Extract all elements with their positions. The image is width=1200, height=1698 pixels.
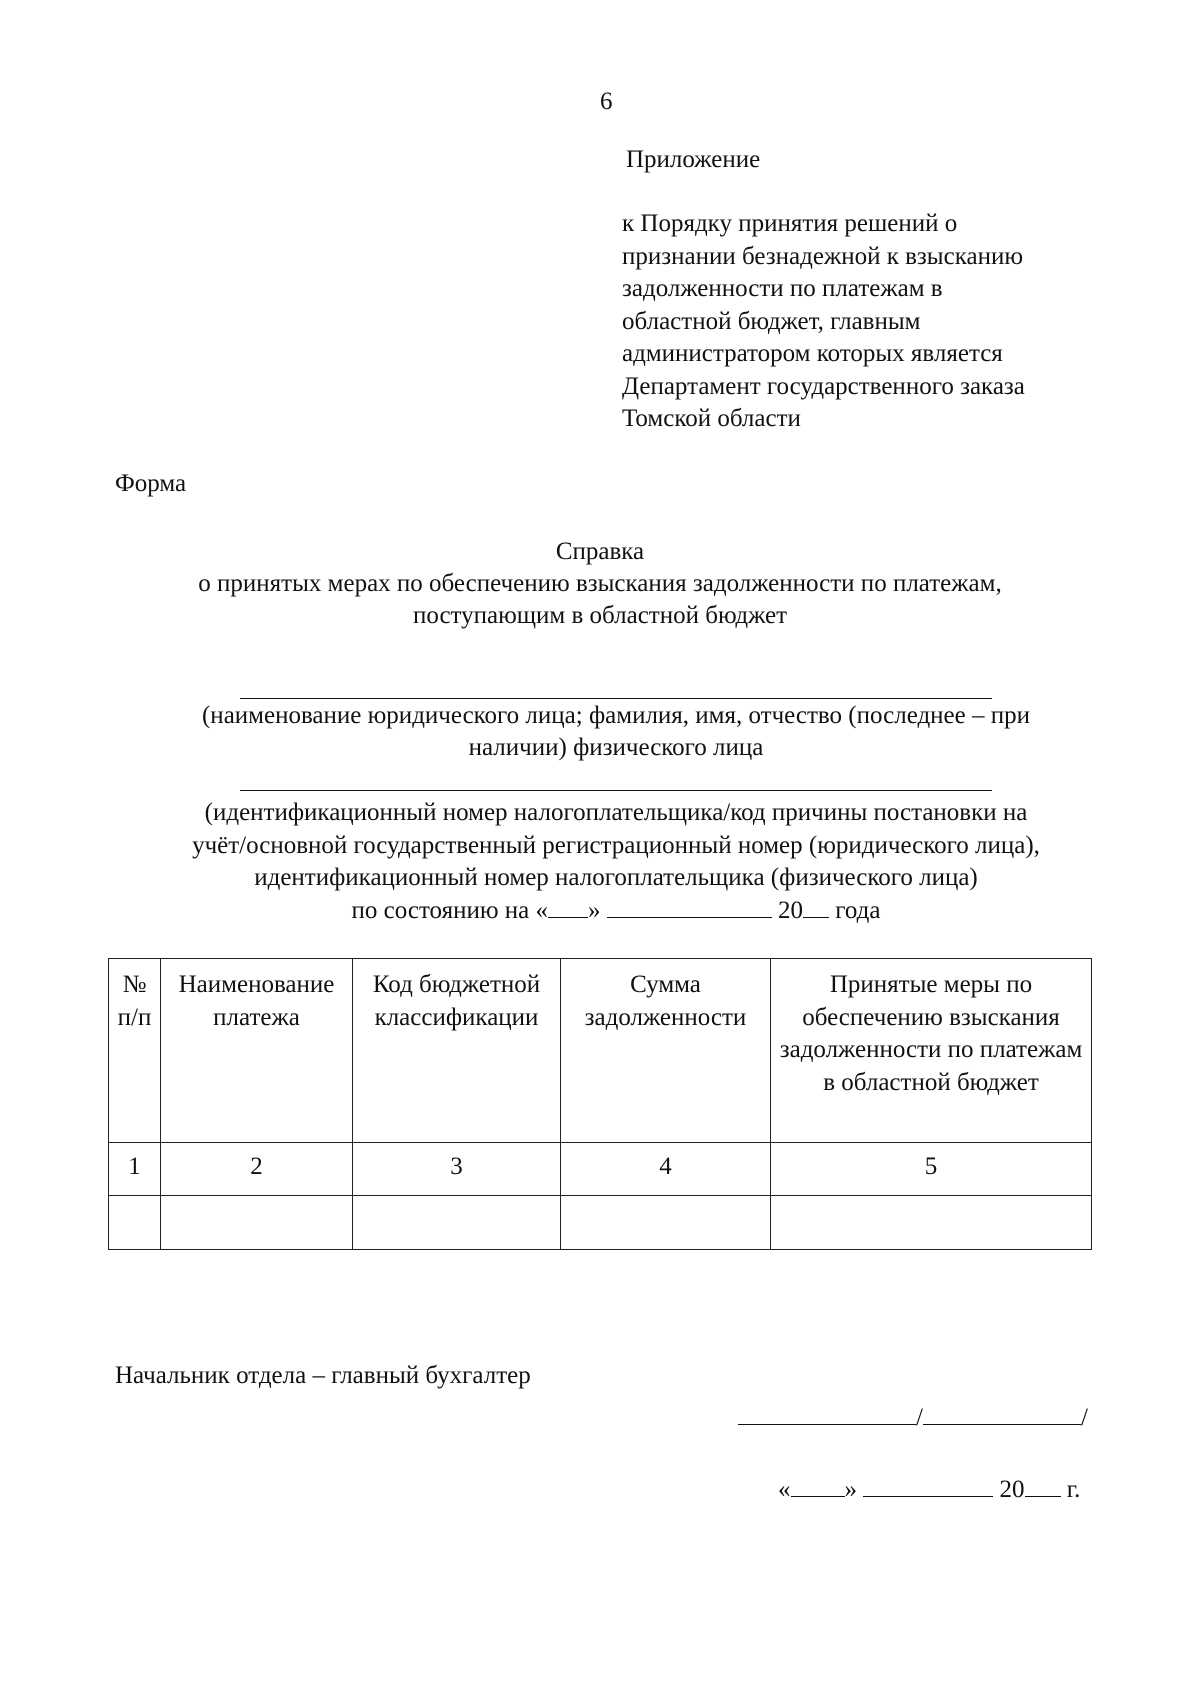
entity-name-field-line[interactable] bbox=[240, 698, 992, 699]
appendix-title: Приложение bbox=[626, 146, 761, 173]
column-number-cell: 2 bbox=[161, 1143, 353, 1196]
appendix-line: к Порядку принятия решений о bbox=[622, 210, 958, 237]
appendix-text bbox=[622, 208, 1142, 436]
document-subtitle-line: о принятых мерах по обеспечению взыскания задолженности по платежам, bbox=[198, 570, 1002, 597]
signature-slash: / bbox=[1080, 1404, 1088, 1431]
year-prefix: 20 bbox=[999, 1476, 1025, 1503]
appendix-line: областной бюджет, главным bbox=[622, 307, 921, 335]
year-suffix: года bbox=[835, 896, 881, 924]
caption-line: (наименование юридического лица; фамилия, имя, отчество (последнее – при bbox=[201, 702, 1031, 729]
entity-name-caption bbox=[0, 700, 1200, 764]
table-cell[interactable] bbox=[161, 1196, 353, 1250]
as-of-prefix: по состоянию на « bbox=[351, 896, 548, 924]
signature-blank[interactable] bbox=[738, 1398, 916, 1425]
table-cell[interactable] bbox=[771, 1196, 1092, 1250]
column-number-cell: 5 bbox=[771, 1143, 1092, 1196]
year-blank[interactable] bbox=[803, 895, 829, 918]
column-number-cell: 4 bbox=[561, 1143, 771, 1196]
signature-date-line bbox=[778, 1470, 1080, 1504]
as-of-quote-close: » bbox=[588, 896, 601, 924]
date-quote-close: » bbox=[844, 1476, 857, 1503]
table-cell[interactable] bbox=[109, 1196, 161, 1250]
appendix-line: Томской области bbox=[622, 405, 801, 432]
document-heading bbox=[0, 536, 1200, 632]
form-label: Форма bbox=[115, 470, 187, 497]
document-subtitle-line: поступающим в областной бюджет bbox=[412, 602, 788, 629]
month-blank[interactable] bbox=[863, 1470, 993, 1497]
day-blank[interactable] bbox=[791, 1470, 845, 1497]
table-row bbox=[109, 1196, 1092, 1250]
column-number-cell: 1 bbox=[109, 1143, 161, 1196]
table-header-row bbox=[109, 959, 1092, 1143]
caption-line: учёт/основной государственный регистрационный номер (юридического лица), bbox=[192, 831, 1040, 859]
column-header-debt-amount: Сумма задолженности bbox=[561, 959, 771, 1143]
signature-slash: / bbox=[916, 1404, 923, 1431]
caption-line: идентификационный номер налогоплательщика (физического лица) bbox=[254, 864, 978, 891]
page-number: 6 bbox=[600, 88, 613, 115]
tax-id-field-line[interactable] bbox=[240, 790, 992, 791]
date-quote-open: « bbox=[778, 1476, 791, 1503]
appendix-line: администратором которых является bbox=[622, 340, 1003, 367]
as-of-date-line bbox=[0, 895, 1200, 928]
name-blank[interactable] bbox=[923, 1398, 1081, 1425]
column-number-cell: 3 bbox=[353, 1143, 561, 1196]
table-row bbox=[109, 1143, 1092, 1196]
signer-title: Начальник отдела – главный бухгалтер bbox=[115, 1362, 531, 1389]
caption-line: наличии) физического лица bbox=[468, 734, 764, 761]
appendix-line: признании безнадежной к взысканию bbox=[622, 242, 1024, 270]
table-cell[interactable] bbox=[353, 1196, 561, 1250]
tax-id-caption bbox=[0, 797, 1200, 927]
caption-line: (идентификационный номер налогоплательщика/код причины постановки на bbox=[204, 799, 1028, 826]
appendix-line: Департамент государственного заказа bbox=[622, 372, 1025, 400]
column-header-budget-code: Код бюджетной классификации bbox=[353, 959, 561, 1143]
year-prefix: 20 bbox=[778, 896, 803, 924]
year-blank[interactable] bbox=[1025, 1470, 1061, 1497]
column-header-payment-name: Наименование платежа bbox=[161, 959, 353, 1143]
signature-line bbox=[738, 1398, 1088, 1432]
column-header-number: № п/п bbox=[109, 959, 161, 1143]
column-header-measures: Принятые меры по обеспечению взыскания задолженности по платежам в областной бюджет bbox=[771, 959, 1092, 1143]
year-suffix: г. bbox=[1066, 1476, 1081, 1503]
month-blank[interactable] bbox=[607, 895, 772, 918]
document-title: Справка bbox=[555, 538, 645, 565]
table-cell[interactable] bbox=[561, 1196, 771, 1250]
debt-measures-table bbox=[108, 958, 1092, 1250]
appendix-line: задолженности по платежам в bbox=[622, 275, 943, 302]
day-blank[interactable] bbox=[548, 895, 588, 918]
